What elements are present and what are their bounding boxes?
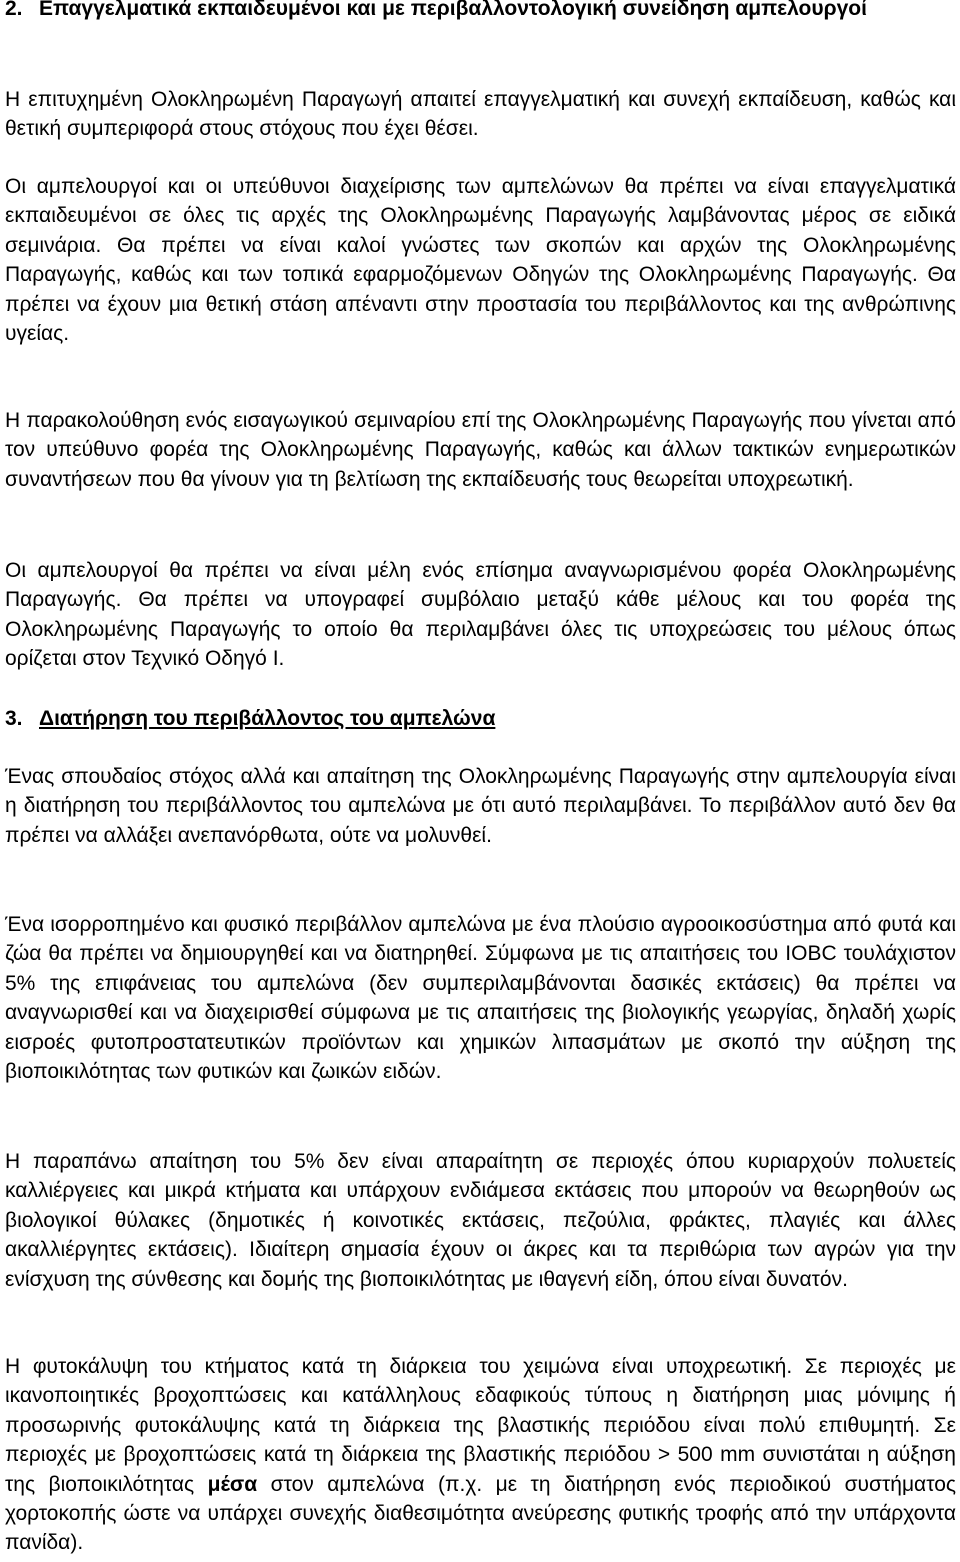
section-3-heading [5, 704, 956, 734]
bold-emphasis: μέσα [207, 1472, 258, 1496]
section-3-number: 3. [5, 707, 23, 730]
paragraph-vegetation-cover [5, 1352, 956, 1558]
section-3-title: Διατήρηση του περιβάλλοντος του αμπελώνα [39, 707, 496, 730]
paragraph: Ένας σπουδαίος στόχος αλλά και απαίτηση της Ολοκληρωμένης Παραγωγής στην αμπελουργία είναι η διατήρηση του περιβάλλοντος του αμπελώνα με ότι αυτό περιλαμβάνει. Το περιβάλλον αυτό δεν θα πρέπει να αλλάξει ανεπανόρθωτα, ούτε να μολυνθεί. [5, 765, 956, 847]
paragraph: Η επιτυχημένη Ολοκληρωμένη Παραγωγή απαιτεί επαγγελματική και συνεχή εκπαίδευση, καθώς και θετική συμπεριφορά στους στόχους που έχει θέσει. [5, 88, 956, 141]
section-2-title: Επαγγελματικά εκπαιδευμένοι και με περιβαλλοντολογική συνείδηση αμπελουργοί [39, 0, 867, 20]
paragraph: Ένα ισορροπημένο και φυσικό περιβάλλον αμπελώνα με ένα πλούσιο αγροοικοσύστημα από φυτά και ζώα θα πρέπει να δημιουργηθεί και να διατηρηθεί. Σύμφωνα με τις απαιτήσεις του IOBC τουλάχιστον 5% της επιφάνειας του αμπελώνα (δεν συμπεριλαμβάνονται δασικές εκτάσεις) θα πρέπει να αναγνωρισθεί και να διαχειρισθεί σύμφωνα με τις απαιτήσεις της βιολογικής γεωργίας, δηλαδή χωρίς εισροές φυτοπροστατευτικών προϊόντων και χημικών λιπασμάτων με σκοπό την αύξηση της βιοποικιλότητας των φυτικών και ζωικών ειδών. [5, 913, 956, 1084]
paragraph-text-end: στον αμπελώνα (π.χ. με τη διατήρηση ενός περιοδικού συστήματος χορτοκοπής ώστε να υπάρχει συνεχής διαθεσιμότητα ανεύρεσης φυτικής τροφής από την υπάρχοντα πανίδα). [5, 1472, 956, 1555]
paragraph: Η παραπάνω απαίτηση του 5% δεν είναι απαραίτητη σε περιοχές όπου κυριαρχούν πολυετείς καλλιέργειες και μικρά κτήματα και υπάρχουν ενδιάμεσα εκτάσεις που μπορούν να θεωρηθούν ως βιολογικοί θύλακες (δημοτικές ή κοινοτικές εκτάσεις, πεζούλια, φράκτες, πλαγιές και άλλες ακαλλιέργητες εκτάσεις). Ιδιαίτερη σημασία έχουν οι άκρες και τα περιθώρια των αγρών για την ενίσχυση της σύνθεσης και δομής της βιοποικιλότητας με ιθαγενή είδη, όπου είναι δυνατόν. [5, 1150, 956, 1291]
paragraph: Η παρακολούθηση ενός εισαγωγικού σεμιναρίου επί της Ολοκληρωμένης Παραγωγής που γίνεται από τον υπεύθυνο φορέα της Ολοκληρωμένης Παραγωγής, καθώς και άλλων τακτικών ενημερωτικών συναντήσεων που θα γίνουν για τη βελτίωση της εκπαίδευσής τους θεωρείται υποχρεωτική. [5, 409, 956, 491]
section-2-number: 2. [5, 0, 23, 20]
paragraph: Οι αμπελουργοί θα πρέπει να είναι μέλη ενός επίσημα αναγνωρισμένου φορέα Ολοκληρωμένης Παραγωγής. Θα πρέπει να υπογραφεί συμβόλαιο μεταξύ κάθε μέλους και του φορέα της Ολοκληρωμένης Παραγωγής το οποίο θα περιλαμβάνει όλες τις υποχρεώσεις του μέλους όπως ορίζεται στον Τεχνικό Οδηγό Ι. [5, 559, 956, 671]
paragraph-text-start: Η φυτοκάλυψη του κτήματος κατά τη διάρκεια του χειμώνα είναι υποχρεωτική. Σε περιοχές με ικανοποιητικές βροχοπτώσεις και κατάλληλους εδαφικούς τύπους η διατήρηση μιας μόνιμης ή προσωρινής φυτοκάλυψης κατά τη διάρκεια της βλαστικής περιόδου είναι πολύ επιθυμητή. Σε περιοχές με βροχοπτώσεις κατά τη διάρκεια της βλαστικής περιόδου > 500 mm συνιστάται η αύξηση της βιοποικιλότητας [5, 1355, 956, 1496]
paragraph: Οι αμπελουργοί και οι υπεύθυνοι διαχείρισης των αμπελώνων θα πρέπει να είναι επαγγελματικά εκπαιδευμένοι σε όλες τις αρχές της Ολοκληρωμένης Παραγωγής λαμβάνοντας μέρος σε ειδικά σεμινάρια. Θα πρέπει να είναι καλοί γνώστες των σκοπών και αρχών της Ολοκληρωμένης Παραγωγής, καθώς και των τοπικά εφαρμοζόμενων Οδηγών της Ολοκληρωμένης Παραγωγής. Θα πρέπει να έχουν μια θετική στάση απέναντι στην προστασία του περιβάλλοντος και της ανθρώπινης υγείας. [5, 175, 956, 346]
section-2-heading [5, 0, 956, 24]
